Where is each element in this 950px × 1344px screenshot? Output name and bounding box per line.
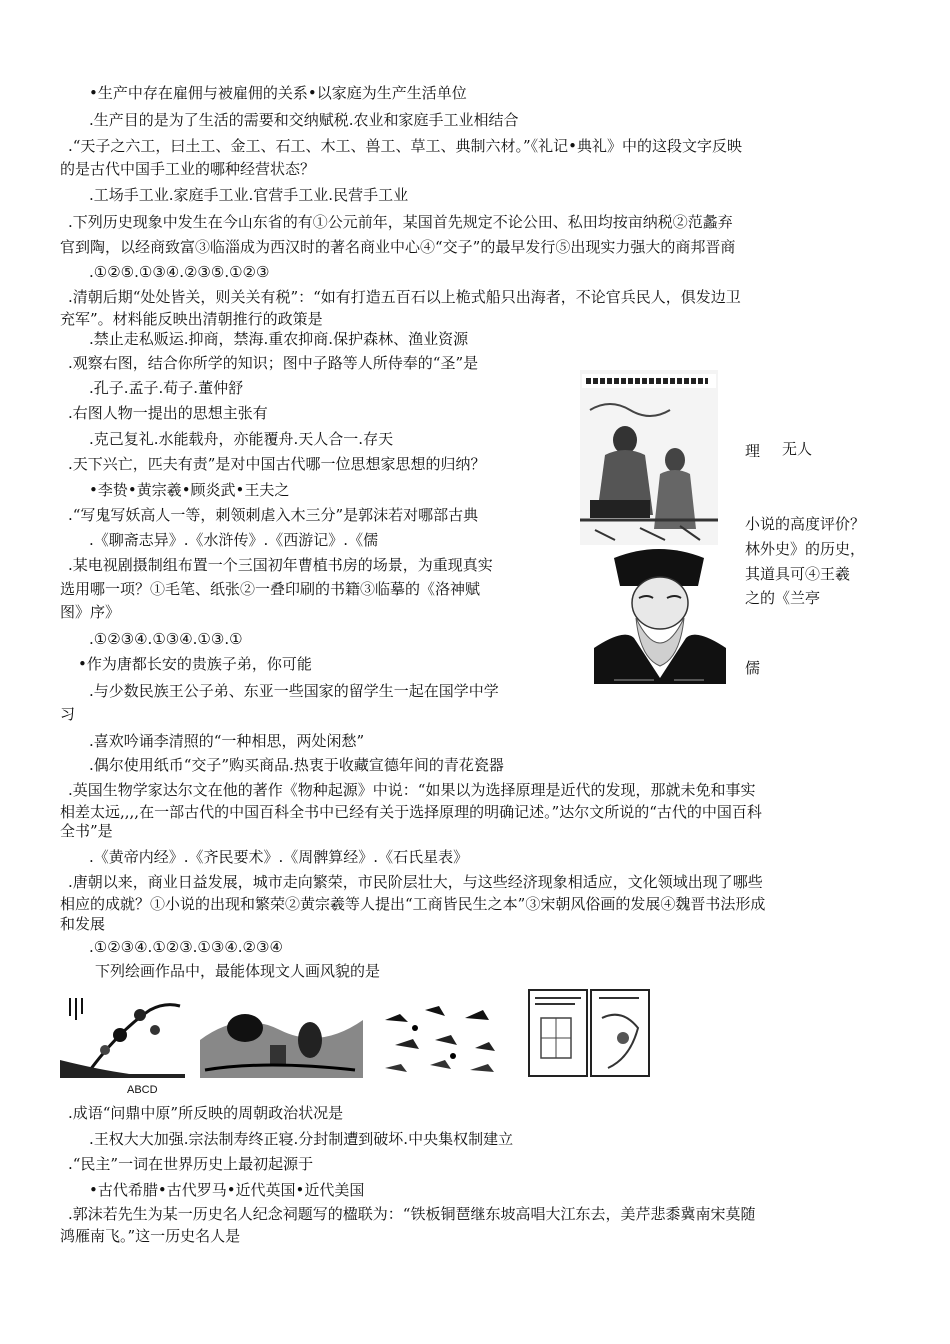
line-8: .清朝后期“处处皆关，则关关有税”：“如有打造五百石以上桅式船只出海者，不论官兵民人，俱发边卫	[68, 288, 741, 306]
line-42: 鸿雁南飞。”这一历史名人是	[60, 1227, 241, 1245]
line-13: .右图人物一提出的思想主张有	[68, 404, 268, 422]
line-34: 和发展	[60, 915, 106, 933]
line-20: 选用哪一项？①毛笔、纸张②一叠印刷的书籍③临摹的《洛神赋	[60, 580, 481, 598]
line-39: .“民主”一词在世界历史上最初起源于	[68, 1155, 314, 1173]
line-32: .唐朝以来，商业日益发展，城市走向繁荣，市民阶层壮大，与这些经济现象相适应，文化领域出现了哪些	[68, 873, 763, 891]
fragment-1: 无人	[782, 440, 813, 458]
line-25: 习	[60, 705, 76, 723]
fragment-5: 之的《兰亭	[745, 589, 821, 607]
line-28: .英国生物学家达尔文在他的著作《物种起源》中说：“如果以为选择原理是近代的发现，那就未免和事实	[68, 781, 756, 799]
line-5: .下列历史现象中发生在今山东省的有①公元前年，某国首先规定不论公田、私田均按亩纳税②范蠡弃	[68, 213, 733, 231]
line-37: .成语“问鼎中原”所反映的周朝政治状况是	[68, 1104, 344, 1122]
line-33: 相应的成就？①小说的出现和繁荣②黄宗羲等人提出“工商皆民生之本”③宋朝风俗画的发展④魏晋书法形成	[60, 895, 766, 913]
painting-d-illustrated-pages	[527, 988, 652, 1078]
line-19: .某电视剧摄制组布置一个三国初年曹植书房的场景，为重现真实	[68, 556, 493, 574]
line-23: •作为唐都长安的贵族子弟，你可能	[78, 655, 312, 673]
line-10: .禁止走私贩运.抑商，禁海.重农抑商.保护森林、渔业资源	[89, 330, 469, 348]
line-2: .“天子之六工，曰土工、金工、石工、木工、兽工、草工、典制六材。”《礼记•典礼》中的这段文字反映	[68, 137, 742, 155]
line-7: .①②⑤.①③④.②③⑤.①②③	[89, 263, 270, 281]
fragment-3: 林外史》的历史，	[745, 540, 866, 558]
line-40: •古代希腊•古代罗马•近代英国•近代美国	[89, 1181, 365, 1199]
line-21: 图》序》	[60, 603, 121, 621]
line-11: .观察右图，结合你所学的知识；图中子路等人所侍奉的“圣”是	[68, 354, 479, 372]
line-17: .“写鬼写妖高人一等，刺领刺虐入木三分”是郭沫若对哪部古典	[68, 506, 479, 524]
line-38: .王权大大加强.宗法制寿终正寝.分封制遭到破坏.中央集权制建立	[89, 1130, 514, 1148]
figure-portrait	[594, 548, 726, 684]
line-30: 全书”是	[60, 822, 113, 840]
line-22: .①②③④.①③④.①③.①	[89, 630, 243, 648]
line-3: 的是古代中国手工业的哪种经营状态？	[60, 160, 316, 178]
figure-caption: ABCD	[127, 1084, 158, 1096]
line-15: .天下兴亡，匹夫有责”是对中国古代哪一位思想家思想的归纳？	[68, 455, 486, 473]
line-9: 充军”。材料能反映出清朝推行的政策是	[60, 310, 323, 328]
line-35: .①②③④.①②③.①③④.②③④	[89, 938, 283, 956]
line-1: .生产目的是为了生活的需要和交纳赋税.农业和家庭手工业相结合	[89, 111, 519, 129]
line-29: 相差太远,,,,在一部古代的中国百科全书中已经有关于选择原理的明确记述。”达尔文所说的“古代的中国百科	[60, 803, 762, 821]
line-0: •生产中存在雇佣与被雇佣的关系•以家庭为生产生活单位	[89, 84, 467, 102]
line-26: .喜欢吟诵李清照的“一种相思，两处闲愁”	[89, 732, 365, 750]
line-12: .孔子.孟子.荀子.董仲舒	[89, 379, 244, 397]
line-16: •李贽•黄宗羲•顾炎武•王夫之	[89, 481, 290, 499]
painting-b-figures	[200, 1000, 363, 1078]
painting-c-birds	[375, 1000, 505, 1078]
painting-a-flowers	[60, 990, 185, 1078]
line-36: 下列绘画作品中，最能体现文人画风貌的是	[95, 962, 381, 980]
line-14: .克己复礼.水能载舟，亦能覆舟.天人合一.存天	[89, 430, 394, 448]
fragment-2: 小说的高度评价？	[745, 515, 866, 533]
line-27: .偶尔使用纸币“交子”购买商品.热衷于收藏宣德年间的青花瓷器	[89, 756, 504, 774]
line-4: .工场手工业.家庭手工业.官营手工业.民营手工业	[89, 186, 409, 204]
line-6: 官到陶，以经商致富③临淄成为西汉时的著名商业中心④“交子”的最早发行⑤出现实力强大的商邦晋商	[60, 238, 736, 256]
line-41: .郭沫若先生为某一历史名人纪念祠题写的楹联为：“铁板铜琶继东坡高唱大江东去，美芹悲黍冀南宋莫随	[68, 1205, 756, 1223]
line-18: .《聊斋志异》.《水浒传》.《西游记》.《儒	[89, 531, 379, 549]
fragment-6: 儒	[745, 659, 761, 677]
figure-zilu-serving-sage	[580, 370, 718, 545]
fragment-4: 其道具可④王羲	[745, 565, 851, 583]
fragment-0: 理	[745, 442, 761, 460]
line-31: .《黄帝内经》.《齐民要术》.《周髀算经》.《石氏星表》	[89, 848, 469, 866]
line-24: .与少数民族王公子弟、东亚一些国家的留学生一起在国学中学	[89, 682, 499, 700]
